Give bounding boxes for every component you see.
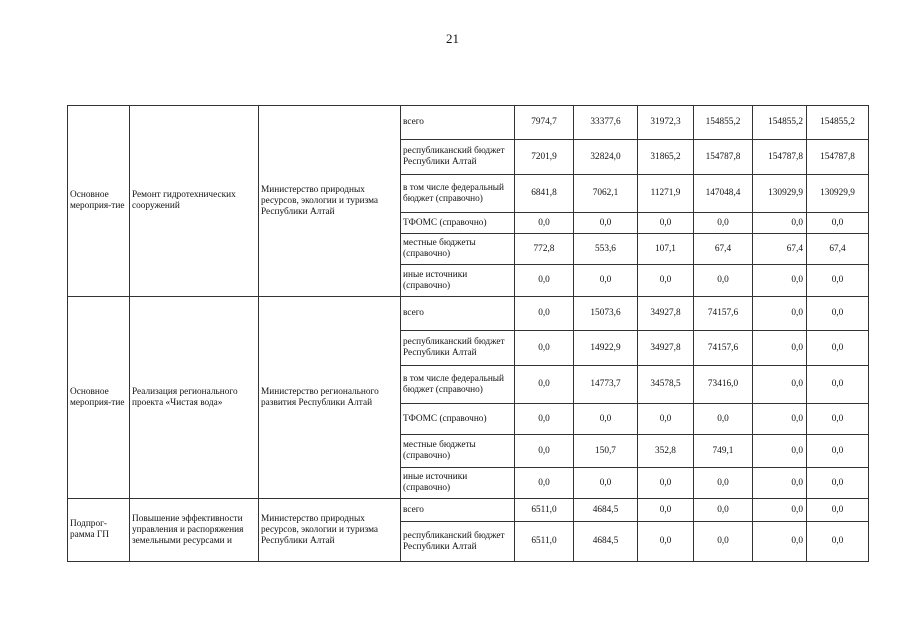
funding-source-cell: всего: [401, 297, 515, 331]
value-cell: 14922,9: [574, 331, 638, 366]
value-cell: 0,0: [638, 404, 694, 435]
value-cell: 154855,2: [807, 106, 869, 140]
value-cell: 7201,9: [515, 140, 574, 175]
budget-table: [67, 105, 869, 562]
value-cell: 6841,8: [515, 175, 574, 213]
value-cell: 11271,9: [638, 175, 694, 213]
value-cell: 150,7: [574, 435, 638, 468]
value-cell: 772,8: [515, 234, 574, 265]
value-cell: 15073,6: [574, 297, 638, 331]
funding-source-cell: республиканский бюджет Республики Алтай: [401, 140, 515, 175]
value-cell: 0,0: [515, 366, 574, 404]
value-cell: 7974,7: [515, 106, 574, 140]
value-cell: 0,0: [515, 265, 574, 297]
value-cell: 0,0: [638, 522, 694, 562]
value-cell: 0,0: [753, 265, 807, 297]
value-cell: 74157,6: [694, 297, 753, 331]
activity-type-cell: Подпрог-рамма ГП: [68, 499, 130, 562]
value-cell: 154855,2: [753, 106, 807, 140]
value-cell: 31865,2: [638, 140, 694, 175]
funding-source-cell: иные источники (справочно): [401, 468, 515, 499]
value-cell: 67,4: [753, 234, 807, 265]
page-number: 21: [446, 31, 459, 46]
value-cell: 0,0: [574, 265, 638, 297]
value-cell: 0,0: [753, 404, 807, 435]
activity-name-cell: Повышение эффективности управления и распоряжения земельными ресурсами и: [130, 499, 259, 562]
value-cell: 0,0: [753, 366, 807, 404]
value-cell: 0,0: [753, 522, 807, 562]
table-row: [68, 297, 869, 331]
value-cell: 74157,6: [694, 331, 753, 366]
executor-cell: Министерство природных ресурсов, экологии и туризма Республики Алтай: [259, 106, 401, 297]
value-cell: 154787,8: [753, 140, 807, 175]
value-cell: 0,0: [638, 213, 694, 234]
value-cell: 0,0: [694, 213, 753, 234]
value-cell: 0,0: [574, 404, 638, 435]
value-cell: 0,0: [694, 265, 753, 297]
activity-name-cell: Ремонт гидротехнических сооружений: [130, 106, 259, 297]
value-cell: 0,0: [753, 297, 807, 331]
funding-source-cell: всего: [401, 106, 515, 140]
value-cell: 32824,0: [574, 140, 638, 175]
value-cell: 0,0: [753, 499, 807, 522]
value-cell: 154855,2: [694, 106, 753, 140]
value-cell: 0,0: [574, 468, 638, 499]
funding-source-cell: республиканский бюджет Республики Алтай: [401, 331, 515, 366]
value-cell: 0,0: [515, 404, 574, 435]
value-cell: 31972,3: [638, 106, 694, 140]
value-cell: 0,0: [515, 468, 574, 499]
value-cell: 4684,5: [574, 522, 638, 562]
value-cell: 34927,8: [638, 331, 694, 366]
value-cell: 0,0: [694, 522, 753, 562]
value-cell: 0,0: [515, 297, 574, 331]
value-cell: 34578,5: [638, 366, 694, 404]
funding-source-cell: иные источники (справочно): [401, 265, 515, 297]
value-cell: 0,0: [753, 468, 807, 499]
funding-source-cell: всего: [401, 499, 515, 522]
value-cell: 4684,5: [574, 499, 638, 522]
value-cell: 0,0: [807, 213, 869, 234]
value-cell: 0,0: [694, 468, 753, 499]
value-cell: 33377,6: [574, 106, 638, 140]
activity-name-cell: Реализация регионального проекта «Чистая вода»: [130, 297, 259, 499]
executor-cell: Министерство регионального развития Республики Алтай: [259, 297, 401, 499]
value-cell: 147048,4: [694, 175, 753, 213]
value-cell: 154787,8: [807, 140, 869, 175]
value-cell: 34927,8: [638, 297, 694, 331]
value-cell: 107,1: [638, 234, 694, 265]
value-cell: 0,0: [574, 213, 638, 234]
value-cell: 0,0: [515, 331, 574, 366]
activity-type-cell: Основное мероприя-тие: [68, 297, 130, 499]
value-cell: 154787,8: [694, 140, 753, 175]
value-cell: 0,0: [694, 499, 753, 522]
funding-source-cell: местные бюджеты (справочно): [401, 234, 515, 265]
value-cell: 6511,0: [515, 499, 574, 522]
value-cell: 0,0: [694, 404, 753, 435]
executor-cell: Министерство природных ресурсов, экологии и туризма Республики Алтай: [259, 499, 401, 562]
value-cell: 67,4: [694, 234, 753, 265]
value-cell: 0,0: [753, 213, 807, 234]
value-cell: 0,0: [753, 435, 807, 468]
value-cell: 0,0: [807, 297, 869, 331]
funding-source-cell: республиканский бюджет Республики Алтай: [401, 522, 515, 562]
funding-source-cell: в том числе федеральный бюджет (справочно): [401, 175, 515, 213]
value-cell: 14773,7: [574, 366, 638, 404]
funding-source-cell: в том числе федеральный бюджет (справочно): [401, 366, 515, 404]
value-cell: 0,0: [638, 499, 694, 522]
value-cell: 0,0: [807, 331, 869, 366]
value-cell: 67,4: [807, 234, 869, 265]
table-row: [68, 106, 869, 140]
value-cell: 0,0: [807, 435, 869, 468]
value-cell: 0,0: [638, 468, 694, 499]
value-cell: 73416,0: [694, 366, 753, 404]
value-cell: 7062,1: [574, 175, 638, 213]
value-cell: 6511,0: [515, 522, 574, 562]
value-cell: 553,6: [574, 234, 638, 265]
value-cell: 130929,9: [753, 175, 807, 213]
value-cell: 0,0: [807, 499, 869, 522]
table-row: [68, 499, 869, 522]
value-cell: 0,0: [753, 331, 807, 366]
value-cell: 352,8: [638, 435, 694, 468]
value-cell: 0,0: [807, 265, 869, 297]
value-cell: 0,0: [807, 468, 869, 499]
value-cell: 0,0: [807, 522, 869, 562]
value-cell: 0,0: [515, 213, 574, 234]
value-cell: 0,0: [638, 265, 694, 297]
value-cell: 749,1: [694, 435, 753, 468]
activity-type-cell: Основное мероприя-тие: [68, 106, 130, 297]
funding-source-cell: ТФОМС (справочно): [401, 213, 515, 234]
value-cell: 0,0: [807, 366, 869, 404]
value-cell: 130929,9: [807, 175, 869, 213]
funding-source-cell: местные бюджеты (справочно): [401, 435, 515, 468]
value-cell: 0,0: [807, 404, 869, 435]
value-cell: 0,0: [515, 435, 574, 468]
funding-source-cell: ТФОМС (справочно): [401, 404, 515, 435]
